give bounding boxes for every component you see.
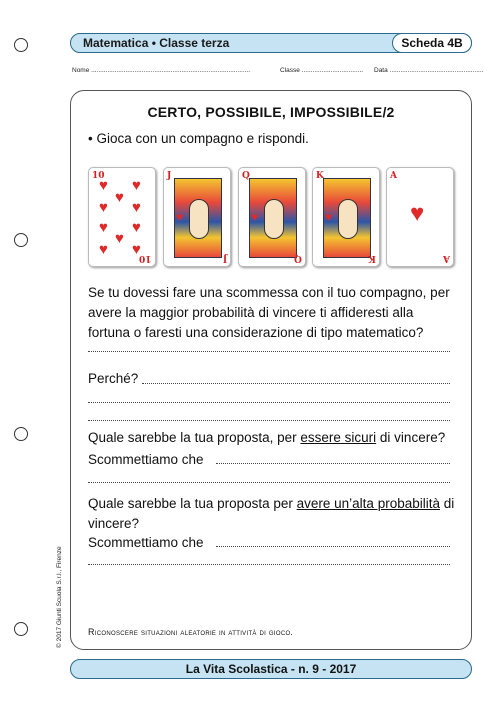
heart-icon: ♥ — [99, 199, 108, 216]
sheet-label: Scheda 4B — [392, 33, 472, 53]
card-rank: J — [167, 171, 172, 181]
answer-line[interactable] — [88, 351, 450, 352]
answer-line[interactable] — [142, 383, 450, 384]
heart-icon: ♥ — [115, 230, 124, 247]
card-rank: Q — [242, 171, 250, 181]
question-two-emphasis: essere sicuri — [300, 430, 377, 445]
question-two-text-end: di vincere? — [376, 430, 446, 445]
heart-icon: ♥ — [132, 177, 141, 194]
question-three-emphasis: avere un’alta probabilità — [296, 496, 440, 511]
card-rank: K — [316, 171, 324, 181]
heart-icon: ♥ — [251, 210, 259, 224]
heart-icon: ♥ — [176, 210, 184, 224]
card-rank: Q — [294, 253, 302, 263]
heart-icon: ♥ — [132, 219, 141, 236]
face-card-art — [323, 178, 371, 258]
answer-line[interactable] — [88, 564, 450, 565]
card-rank: A — [390, 171, 397, 181]
question-two — [88, 428, 458, 448]
question-three-text: Quale sarebbe la tua proposta per — [88, 496, 297, 511]
heart-icon: ♥ — [99, 219, 108, 236]
answer-line[interactable] — [88, 420, 450, 421]
card-jack-of-hearts — [163, 167, 231, 267]
class-field: Classe .................................. — [280, 67, 364, 74]
footer-bar: La Vita Scolastica - n. 9 - 2017 — [70, 659, 472, 679]
face-portrait — [264, 199, 284, 239]
answer-line[interactable] — [216, 463, 450, 464]
card-rank: 10 — [139, 253, 152, 263]
card-ten-of-hearts — [88, 167, 156, 267]
heart-icon: ♥ — [132, 241, 141, 258]
heart-icon: ♥ — [115, 189, 124, 206]
binder-hole — [14, 622, 28, 636]
face-portrait — [189, 199, 209, 239]
playing-cards — [88, 167, 448, 267]
heart-icon: ♥ — [325, 210, 333, 224]
answer-line[interactable] — [88, 402, 450, 403]
copyright-notice: © 2017 Giunti Scuola S.r.l., Firenze — [56, 546, 63, 648]
question-three — [88, 494, 458, 534]
name-field: Nome ........................................................................................ — [72, 67, 251, 74]
face-portrait — [338, 199, 358, 239]
card-king-of-hearts — [312, 167, 380, 267]
card-rank: K — [368, 253, 376, 263]
card-rank: A — [443, 253, 450, 263]
card-ace-of-hearts — [386, 167, 454, 267]
card-rank: J — [222, 253, 227, 263]
binder-hole — [14, 38, 28, 52]
bet-label: Scommettiamo che — [88, 452, 204, 467]
heart-icon: ♥ — [132, 199, 141, 216]
why-label: Perché? — [88, 371, 139, 386]
card-rank: 10 — [92, 171, 105, 181]
learning-objective: Riconoscere situazioni aleatorie in attività di gioco. — [88, 627, 294, 637]
heart-icon: ♥ — [99, 241, 108, 258]
binder-hole — [14, 427, 28, 441]
question-one: Se tu dovessi fare una scommessa con il tuo compagno, per avere la maggior probabilità di vincere ti affideresti alla fortuna o faresti una considerazione di tipo matematico? — [88, 285, 450, 340]
instruction: • Gioca con un compagno e rispondi. — [88, 131, 309, 146]
binder-hole — [14, 233, 28, 247]
header-bar — [70, 33, 472, 53]
date-field: Data .................................................... — [374, 67, 484, 74]
page-title: CERTO, POSSIBILE, IMPOSSIBILE/2 — [147, 104, 395, 120]
answer-line[interactable] — [216, 546, 450, 547]
heart-icon: ♥ — [99, 177, 108, 194]
bet-label: Scommettiamo che — [88, 535, 204, 550]
face-card-art — [249, 178, 297, 258]
card-queen-of-hearts — [238, 167, 306, 267]
answer-line[interactable] — [88, 482, 450, 483]
face-card-art — [174, 178, 222, 258]
heart-icon: ♥ — [410, 200, 425, 227]
question-three-text-end: di vincere? — [88, 496, 455, 531]
question-two-text: Quale sarebbe la tua proposta, per — [88, 430, 301, 445]
subject-label: Matematica • Classe terza — [83, 36, 230, 50]
